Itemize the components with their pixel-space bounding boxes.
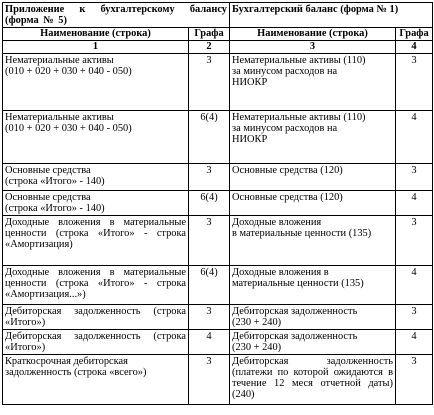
column-number-3: 3 bbox=[230, 41, 396, 54]
balance-correspondence-table bbox=[2, 2, 433, 405]
row-left-graf: 6(4) bbox=[189, 191, 230, 216]
right-form-title: Бухгалтерский баланс (форма № 1) bbox=[230, 3, 433, 28]
row-left-name: Доходные вложения в материальные ценности (строка «Итого» - строка «Амортизация) bbox=[3, 216, 189, 266]
row-right-graf: 4 bbox=[396, 191, 433, 216]
row-left-graf: 3 bbox=[189, 355, 230, 405]
row-right-name: Нематериальные активы (110) за минусом расходов на НИОКР bbox=[230, 54, 396, 111]
row-left-name: Дебиторская задолженность (строка «Итого») bbox=[3, 330, 189, 355]
row-left-graf: 3 bbox=[189, 54, 230, 111]
table-row bbox=[3, 164, 433, 191]
row-right-name: Основные средства (120) bbox=[230, 164, 396, 191]
row-left-graf: 3 bbox=[189, 164, 230, 191]
column-number-4: 4 bbox=[396, 41, 433, 54]
row-right-graf: 4 bbox=[396, 266, 433, 305]
column-number-row bbox=[3, 41, 433, 54]
row-right-name: Дебиторская задолженность (230 + 240) bbox=[230, 305, 396, 330]
row-left-name: Основные средства (строка «Итого» - 140) bbox=[3, 164, 189, 191]
row-right-graf: 3 bbox=[396, 164, 433, 191]
row-left-name: Краткосрочная дебиторская задолженность (строка «всего») bbox=[3, 355, 189, 405]
row-right-name: Доходные вложения в материальные ценности (135) bbox=[230, 216, 396, 266]
left-form-title: Приложение к бухгалтерскому балансу (форма № 5) bbox=[3, 3, 230, 28]
row-right-graf: 3 bbox=[396, 216, 433, 266]
table-row bbox=[3, 111, 433, 164]
row-left-graf: 6(4) bbox=[189, 266, 230, 305]
row-right-graf: 4 bbox=[396, 111, 433, 164]
table-row bbox=[3, 305, 433, 330]
row-left-name: Дебиторская задолженность (строка «Итого») bbox=[3, 305, 189, 330]
row-left-name: Доходные вложения в материальные ценности (строка «Итого» - строка «Амортизация...») bbox=[3, 266, 189, 305]
row-right-name: Доходные вложения в материальные ценности (135) bbox=[230, 266, 396, 305]
row-left-name: Нематериальные активы (010 + 020 + 030 + 040 - 050) bbox=[3, 111, 189, 164]
column-number-1: 1 bbox=[3, 41, 189, 54]
row-left-name: Основные средства (строка «Итого» - 140) bbox=[3, 191, 189, 216]
row-right-graf: 4 bbox=[396, 330, 433, 355]
row-left-graf: 3 bbox=[189, 216, 230, 266]
row-right-name: Дебиторская задолженность (230 + 240) bbox=[230, 330, 396, 355]
left-graf-header: Графа bbox=[189, 28, 230, 41]
row-right-graf: 3 bbox=[396, 54, 433, 111]
row-left-graf: 6(4) bbox=[189, 111, 230, 164]
title-row bbox=[3, 3, 433, 28]
row-right-name: Нематериальные активы (110) за минусом расходов на НИОКР bbox=[230, 111, 396, 164]
table-row bbox=[3, 216, 433, 266]
table-row bbox=[3, 266, 433, 305]
row-left-graf: 3 bbox=[189, 305, 230, 330]
row-right-graf: 3 bbox=[396, 305, 433, 330]
left-name-header: Наименование (строка) bbox=[3, 28, 189, 41]
table-row bbox=[3, 54, 433, 111]
row-right-graf: 3 bbox=[396, 355, 433, 405]
row-left-graf: 4 bbox=[189, 330, 230, 355]
column-header-row bbox=[3, 28, 433, 41]
right-name-header: Наименование (строка) bbox=[230, 28, 396, 41]
table-row bbox=[3, 330, 433, 355]
row-right-name: Дебиторская задолженность (платежи по которой ожидаются в течение 12 меся отчетной даты) (240) bbox=[230, 355, 396, 405]
right-graf-header: Графа bbox=[396, 28, 433, 41]
table-row bbox=[3, 355, 433, 405]
row-right-name: Основные средства (120) bbox=[230, 191, 396, 216]
row-left-name: Нематериальные активы (010 + 020 + 030 + 040 - 050) bbox=[3, 54, 189, 111]
column-number-2: 2 bbox=[189, 41, 230, 54]
table-row bbox=[3, 191, 433, 216]
